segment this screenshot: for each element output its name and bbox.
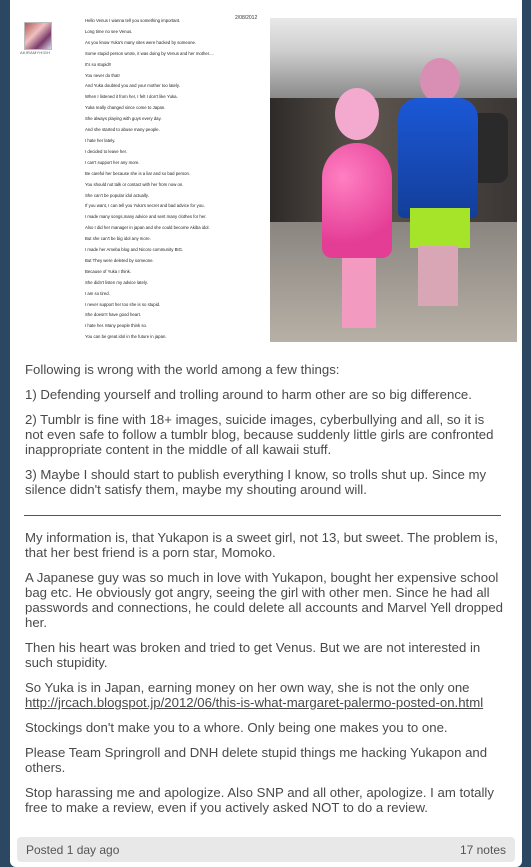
paragraph: 2) Tumblr is fine with 18+ images, suicide images, cyberbullying and all, so it is not even safe to follow a tumblr blog, because suddenly little girls are confronted inappropriate content in the middle of all kawaii stuff.: [25, 412, 494, 457]
letter-line: But They were deleted by someone.: [85, 257, 154, 263]
letter-line: I hate her. Many people think so.: [85, 323, 148, 329]
photo-image[interactable]: [270, 18, 517, 342]
letter-line: Because of Yuka I think.: [85, 268, 132, 274]
post-body: [25, 362, 505, 825]
post-card: [10, 0, 522, 867]
paragraph-text: So Yuka is in Japan, earning money on her own way, she is not the only one: [25, 680, 470, 695]
paragraph: Please Team Springroll and DNH delete stupid things me hacking Yukapon and others.: [25, 745, 488, 775]
letter-date: 2/08/2012: [235, 15, 258, 21]
photo-pink-dress: [322, 143, 392, 258]
photo-blue-head: [420, 58, 460, 103]
letter-line: You should not talk or contact with her from now on.: [85, 181, 184, 187]
letter-line: I made her Ameba blog and Nicoro community BIG.: [85, 247, 184, 253]
letter-line: As you know Yuka's many sites were hacked by someone.: [85, 39, 197, 45]
letter-line: Yuka really changed since come to Japan.: [85, 105, 166, 111]
notes-count-link[interactable]: 17 notes: [459, 843, 506, 857]
letter-line: It's so stupid!!: [85, 61, 112, 67]
paragraph: A Japanese guy was so much in love with Yukapon, bought her expensive school bag etc. He obviously got angry, seeing the girl with other men. Since he had all passwords and connections, he could delete all accounts and Marvel Yell dropped her.: [25, 570, 503, 630]
letter-line: And Yuka doubted you and your mother too lately.: [85, 83, 180, 89]
paragraph: My information is, that Yukapon is a sweet girl, not 13, but sweet. The problem is, that her best friend is a porn star, Momoko.: [25, 530, 499, 560]
letter-line: Also I did her manager in japan and she could become Akiba idol.: [85, 225, 210, 231]
letter-line: She can't be popular idol actually.: [85, 192, 149, 198]
posted-time-link[interactable]: Posted 1 day ago: [26, 843, 120, 857]
letter-line: I hate her lately.: [85, 137, 116, 143]
paragraph: Following is wrong with the world among a few things:: [25, 362, 340, 377]
letter-line: I decided to leave her.: [85, 148, 128, 154]
letter-line: But she can't be big idol any more.: [85, 236, 151, 242]
photo-pink-head: [335, 88, 379, 140]
avatar: [24, 22, 52, 50]
paragraph-with-link: [25, 680, 505, 710]
photo-blue-coat: [398, 98, 478, 218]
letter-line: Long time no see Venus.: [85, 28, 133, 34]
paragraph: Stockings don't make you to a whore. Only being one makes you to one.: [25, 720, 448, 735]
letter-line: Hello Venus I wanna tell you something important.: [85, 18, 181, 23]
letter-line: When I listened it from her, I felt I don't like Yuka.: [85, 94, 178, 100]
letter-line: I can't support her any more.: [85, 159, 140, 165]
post-footer: [17, 837, 515, 862]
photo-ceiling: [270, 18, 517, 98]
letter-screenshot: [18, 8, 270, 342]
avatar-caption: AKIRAMYHIGH: [20, 50, 51, 55]
paragraph: Then his heart was broken and tried to get Venus. But we are not interested in such stupidity.: [25, 640, 481, 670]
divider: [24, 515, 501, 516]
letter-line: She always playing with guys every day.: [85, 116, 162, 122]
photo-floor: [270, 222, 517, 342]
post-images: [18, 8, 517, 342]
letter-line: You never do that!: [85, 72, 120, 78]
photo-blue-legs: [418, 246, 458, 306]
letter-line: Some stupid person wrote, it was doing by Venus and her mother....: [85, 50, 214, 56]
blog-link[interactable]: http://jrcach.blogspot.jp/2012/06/this-is-what-margaret-palermo-posted-on.html: [25, 695, 484, 710]
letter-line: She doesn't have good heart.: [85, 312, 142, 318]
letter-line: She didn't listen my advice lately.: [85, 279, 148, 285]
letter-line: Be careful her because she is a liar and so bad person.: [85, 170, 191, 176]
letter-lines: [85, 16, 235, 342]
paragraph: 1) Defending yourself and trolling around to harm other are so big difference.: [25, 387, 472, 402]
photo-green-shorts: [410, 208, 470, 248]
letter-line: I never support her too she is so stupid.: [85, 301, 161, 307]
letter-line: You can be great idol in the future in japan.: [85, 334, 167, 340]
letter-line: I made many songs,many advice and sent many clothes for her.: [85, 214, 207, 220]
photo-pink-legs: [342, 258, 376, 328]
letter-line: And she started to abuse many people.: [85, 127, 160, 133]
paragraph: Stop harassing me and apologize. Also SNP and all other, apologize. I am totally free to make a review, even if you actively asked NOT to do a review.: [25, 785, 494, 815]
letter-line: I am so tired.: [85, 290, 110, 296]
letter-line: If you want, I can tell you Yuka's secret and bad advice for you.: [85, 203, 205, 209]
paragraph: 3) Maybe I should start to publish everything I know, so trolls shut up. Since my silence didn't satisfy them, maybe my shouting around will.: [25, 467, 487, 497]
